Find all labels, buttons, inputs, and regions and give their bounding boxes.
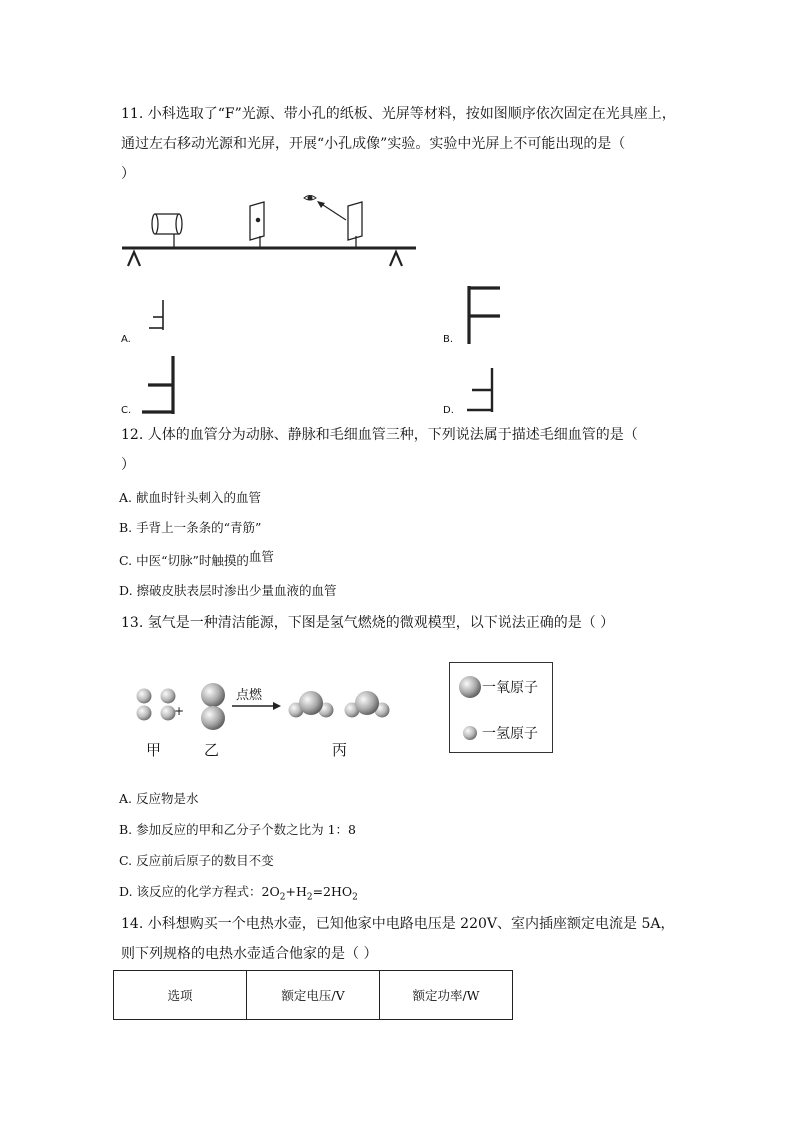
light-screen xyxy=(348,202,362,248)
q13-option-d-mid: +H xyxy=(285,884,307,899)
table-header-option: 选项 xyxy=(114,971,247,1020)
q12-option-c xyxy=(119,549,274,570)
q13-option-d-mid2: =2HO xyxy=(312,884,353,899)
legend-oxygen xyxy=(458,675,538,699)
q13-option-d-sub3: 2 xyxy=(352,892,358,903)
table-header-voltage: 额定电压/V xyxy=(247,971,380,1020)
q12-option-c-tail: 血管 xyxy=(248,549,274,564)
table-header-power: 额定功率/W xyxy=(380,971,513,1020)
q12-line1: 12. 人体的血管分为动脉、静脉和毛细血管三种，下列说法属于描述毛细血管的是（ xyxy=(121,427,638,443)
q14-line2: 则下列规格的电热水壶适合他家的是（ ） xyxy=(121,946,378,962)
q11-line1: 11. 小科选取了“F”光源、带小孔的纸板、光屏等材料，按如图顺序依次固定在光具座上， xyxy=(121,106,676,122)
oxygen-atom-icon xyxy=(458,675,482,699)
diagram-arrow-label: 点燃 xyxy=(236,688,263,703)
hydrogen-combustion-diagram xyxy=(130,672,400,772)
jia-molecules xyxy=(137,689,176,721)
diagram-label-yi: 乙 xyxy=(204,741,220,759)
legend-hydrogen xyxy=(458,723,538,743)
bing-molecule-1 xyxy=(289,691,334,718)
q11-option-c-image xyxy=(140,356,180,416)
q14-spec-table xyxy=(113,970,513,1020)
q13-option-d-sub2: 2 xyxy=(306,892,313,903)
hydrogen-atom-icon xyxy=(458,725,482,741)
diagram-label-bing: 丙 xyxy=(332,741,348,759)
bench-leg-right xyxy=(390,252,402,266)
bench-leg-left xyxy=(128,252,140,266)
q12-line2: ） xyxy=(121,457,135,473)
legend-oxygen-label: 一氧原子 xyxy=(482,680,538,696)
q13-option-d-prefix: D. 该反应的化学方程式：2O xyxy=(119,884,280,899)
q13-option-c: C. 反应前后原子的数目不变 xyxy=(119,853,274,868)
q13-option-d-sub1: 2 xyxy=(279,892,286,903)
diagram-plus: + xyxy=(174,704,185,718)
q13-option-d xyxy=(119,883,358,907)
q11-option-a-label: A. xyxy=(121,334,131,345)
q11-option-b-label: B. xyxy=(443,334,454,345)
q11-line2: 通过左右移动光源和光屏，开展“小孔成像”实验。实验中光屏上不可能出现的是（ xyxy=(121,136,626,152)
table-header-row xyxy=(114,971,513,1020)
pinhole-cardboard xyxy=(250,202,264,248)
q11-option-b-image xyxy=(466,286,502,346)
q11-option-d-label: D. xyxy=(443,405,454,416)
q12-option-a: A. 献血时针头刺入的血管 xyxy=(119,490,261,505)
q12-option-d: D. 擦破皮肤表层时渗出少量血液的血管 xyxy=(119,583,337,598)
q14-line1: 14. 小科想购买一个电热水壶，已知他家中电路电压是 220V、室内插座额定电流是 5A， xyxy=(121,916,675,932)
diagram-label-jia: 甲 xyxy=(146,741,162,759)
q12-option-b: B. 手背上一条条的“青筋” xyxy=(119,520,262,535)
q11-line3: ） xyxy=(121,166,135,182)
q12-option-c-text: C. 中医“切脉”时触摸的 xyxy=(119,553,249,568)
q11-option-c-label: C. xyxy=(121,405,132,416)
q13-line1: 13. 氢气是一种清洁能源，下图是氢气燃烧的微观模型，以下说法正确的是（ ） xyxy=(121,615,615,631)
diagram-legend xyxy=(449,662,553,753)
q13-option-b: B. 参加反应的甲和乙分子个数之比为 1：8 xyxy=(119,822,357,837)
optical-bench-diagram xyxy=(120,190,420,270)
bing-molecule-2 xyxy=(345,691,390,718)
q11-option-a-image xyxy=(148,298,168,332)
f-light-source xyxy=(152,214,182,248)
view-arrow xyxy=(320,203,346,220)
q11-option-d-image xyxy=(466,368,496,414)
yi-molecule xyxy=(201,683,225,730)
q13-option-a: A. 反应物是水 xyxy=(119,791,199,806)
legend-hydrogen-label: 一氢原子 xyxy=(482,726,538,742)
eye-icon xyxy=(304,196,316,201)
